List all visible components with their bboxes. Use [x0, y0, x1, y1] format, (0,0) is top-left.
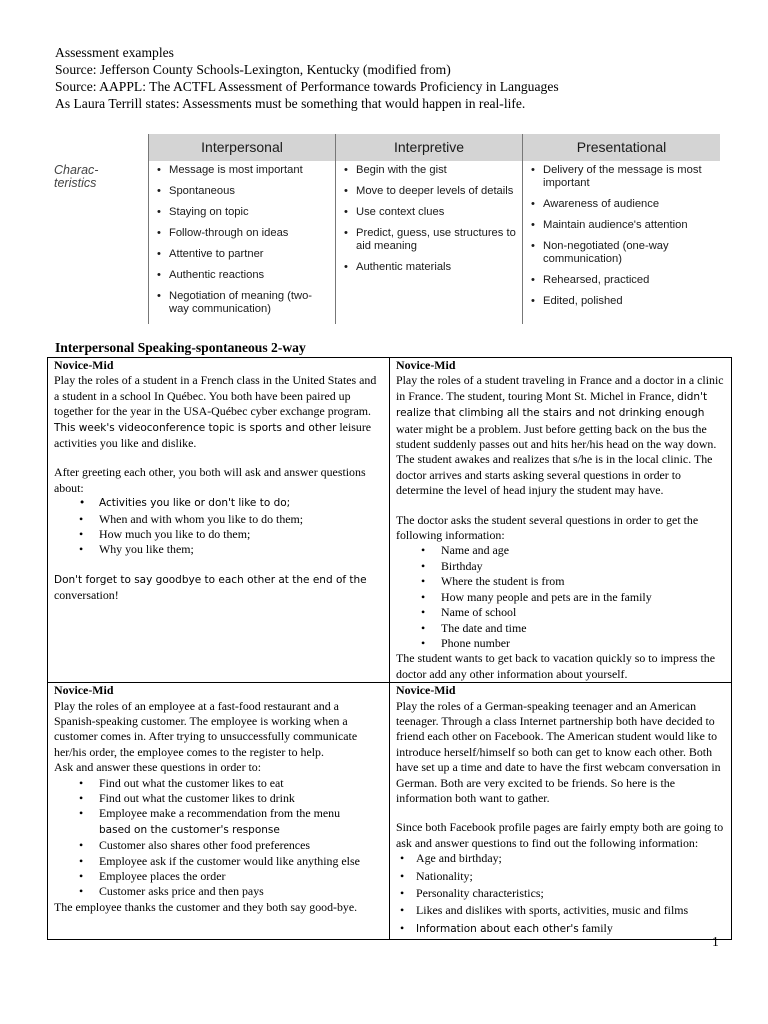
list-item: • Customer also shares other food preferences — [99, 838, 383, 853]
list-item: • Find out what the customer likes to eat — [99, 776, 383, 791]
paragraph: Ask and answer these questions in order to: — [54, 760, 262, 775]
list-item: • Rehearsed, practiced — [543, 274, 716, 287]
list-item: • Attentive to partner — [169, 248, 331, 261]
header-line: Source: AAPPL: The ACTFL Assessment of Performance towards Proficiency in Languages — [55, 79, 559, 94]
list-item: • Negotiation of meaning (two-way communication) — [169, 290, 331, 316]
list-item: • Phone number — [441, 636, 725, 651]
header-interpretive: Interpretive — [336, 134, 523, 161]
list-item: • Authentic materials — [356, 261, 518, 274]
characteristics-table — [50, 134, 720, 324]
list-item: • Employee ask if the customer would like anything else — [99, 854, 383, 869]
question-list — [54, 496, 383, 558]
document-header — [55, 44, 559, 112]
list-item: • Activities you like or don't like to do; — [99, 496, 383, 511]
paragraph: Since both Facebook profile pages are fairly empty both are going to ask and answer questions to find out the following information: — [396, 820, 724, 850]
list-item: • Likes and dislikes with sports, activities, music and films — [416, 903, 725, 918]
task-cell-4 — [390, 683, 732, 940]
list-item: • The date and time — [441, 621, 725, 636]
header-line: Assessment examples — [55, 45, 174, 60]
list-item: • Authentic reactions — [169, 269, 331, 282]
text: Employee make a recommendation from the menu — [99, 806, 341, 821]
list-item: • Customer asks price and then pays — [99, 884, 383, 899]
list-item: • Name of school — [441, 605, 725, 620]
text: based on the customer's response — [99, 823, 280, 836]
text: Information about each other's — [416, 922, 579, 935]
paragraph: After greeting each other, you both will ask and answer questions about: — [54, 465, 366, 495]
text: Don't forget to say goodbye to each other at the end of the — [54, 573, 367, 586]
header-line: Source: Jefferson County Schools-Lexington, Kentucky (modified from) — [55, 62, 451, 77]
list-item: • When and with whom you like to do them; — [99, 512, 383, 527]
text: family — [581, 920, 613, 935]
paragraph: Play the roles of an employee at a fast-food restaurant and a Spanish-speaking customer. The employee is working when a customer comes in. After trying to unsuccessfully communicate her/his order, the employee comes to the register to help. — [54, 698, 358, 759]
interpretive-list — [336, 161, 523, 324]
row-label — [50, 161, 149, 324]
text: leisure activities you like and dislike. — [54, 419, 372, 451]
text: water might be a problem. Just before getting back on the bus the student suddenly passes out and hits her/his head on the way down. The student awakes and realizes that s/he is in the local clinic. The doctor arrives and starts asking several questions in order to determine the level of head injury the student may have. — [396, 421, 717, 498]
list-item: • Edited, polished — [543, 295, 716, 308]
info-list — [396, 851, 725, 937]
list-item: • Delivery of the message is most important — [543, 164, 716, 190]
list-item: • Non-negotiated (one-way communication) — [543, 240, 716, 266]
text: Play the roles of a student traveling in France and a doctor in a clinic in France. The student, touring Mont St. Michel in France, — [396, 373, 724, 403]
list-item: • Employee places the order — [99, 869, 383, 884]
list-item: • Follow-through on ideas — [169, 227, 331, 240]
list-item: • Spontaneous — [169, 185, 331, 198]
list-item: • Predict, guess, use structures to aid meaning — [356, 227, 518, 253]
question-list — [54, 776, 383, 900]
list-item: • Where the student is from — [441, 574, 725, 589]
list-item: • How much you like to do them; — [99, 527, 383, 542]
list-item: • Personality characteristics; — [416, 886, 725, 901]
paragraph — [396, 373, 725, 498]
list-item: • Move to deeper levels of details — [356, 185, 518, 198]
list-item — [416, 921, 725, 937]
text: This week's videoconference topic is sports and other — [54, 421, 337, 434]
tasks-table — [47, 357, 732, 940]
text: conversation! — [54, 588, 119, 603]
section-title: Interpersonal Speaking-spontaneous 2-way — [55, 340, 306, 355]
header-interpersonal: Interpersonal — [149, 134, 336, 161]
list-item: • Use context clues — [356, 206, 518, 219]
header-presentational: Presentational — [523, 134, 721, 161]
list-item: • Age and birthday; — [416, 851, 725, 866]
list-item: • Staying on topic — [169, 206, 331, 219]
list-item: • Begin with the gist — [356, 164, 518, 177]
paragraph — [54, 572, 383, 604]
task-cell-2 — [390, 358, 732, 683]
task-cell-1 — [48, 358, 390, 683]
interpersonal-list — [149, 161, 336, 324]
paragraph: Play the roles of a German-speaking teenager and an American teenager. Through a class Internet partnership both have decided to friend each other on Facebook. The American student would like to introduce herself/himself so both can get to know each other. Both have set up a time and date to have the first webcam conversation in German. Both are very excited to be friends. So here is the information both want to gather. — [396, 698, 721, 805]
paragraph: The student wants to get back to vacation quickly so to impress the doctor add any other information about yourself. — [396, 651, 715, 681]
list-item: • Name and age — [441, 543, 725, 558]
level-label: Novice-Mid — [54, 683, 114, 698]
level-label: Novice-Mid — [396, 683, 456, 698]
list-item: • Find out what the customer likes to drink — [99, 791, 383, 806]
blank-header — [50, 134, 149, 161]
paragraph — [54, 373, 383, 451]
page-number: 1 — [712, 934, 719, 949]
header-line: As Laura Terrill states: Assessments must be something that would happen in real-life. — [55, 96, 526, 111]
list-item: • Awareness of audience — [543, 198, 716, 211]
list-item: • How many people and pets are in the family — [441, 590, 725, 605]
info-list — [396, 543, 725, 651]
paragraph: The employee thanks the customer and they both say good-bye. — [54, 899, 358, 914]
task-cell-3 — [48, 683, 390, 940]
presentational-list — [523, 161, 721, 324]
list-item — [99, 806, 383, 838]
text: Play the roles of a student in a French class in the United States and a student in a school In Québec. You both have been paired up together for the year in the USA-Québec cyber exchange program. — [54, 373, 377, 419]
list-item: • Why you like them; — [99, 542, 383, 557]
level-label: Novice-Mid — [396, 358, 456, 372]
list-item: • Maintain audience's attention — [543, 219, 716, 232]
list-item: • Nationality; — [416, 869, 725, 884]
row-label-text: Charac-teristics — [54, 163, 99, 190]
text: didn't realize that climbing all the stairs and not drinking enough — [396, 390, 708, 420]
level-label: Novice-Mid — [54, 358, 114, 372]
list-item: • Message is most important — [169, 164, 331, 177]
list-item: • Birthday — [441, 559, 725, 574]
paragraph: The doctor asks the student several questions in order to get the following information: — [396, 512, 699, 543]
